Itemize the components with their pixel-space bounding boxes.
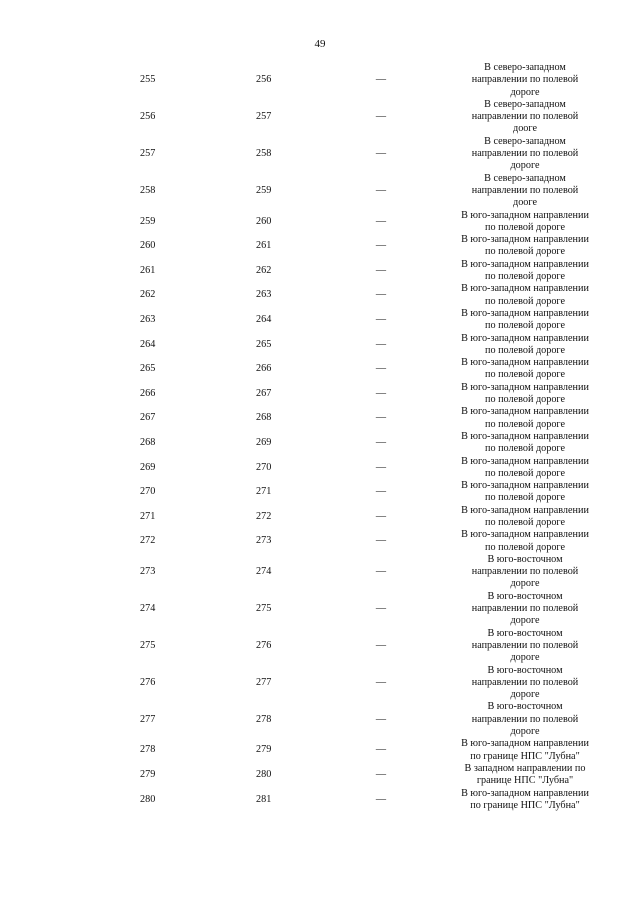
table-row: [0, 283, 640, 308]
table-row: [0, 99, 640, 136]
description-cell: [452, 173, 598, 210]
description-line: В западном направлении по: [464, 762, 586, 774]
description-line: дооге: [513, 197, 537, 209]
description-cell: [452, 259, 598, 284]
description-line: по границе НПС "Лубна": [470, 799, 580, 811]
dash-cell: —: [375, 240, 387, 252]
description-cell: [452, 382, 598, 407]
point-to-cell: 259: [256, 184, 272, 196]
description-line: по полевой дороге: [485, 394, 565, 406]
description-cell: [452, 283, 598, 308]
description-line: В северо-западном: [484, 172, 566, 184]
dash-cell: —: [375, 510, 387, 522]
description-line: В юго-западном направлении: [461, 430, 589, 442]
table-row: [0, 406, 640, 431]
description-line: направлении по полевой: [471, 676, 579, 688]
table-row: [0, 431, 640, 456]
dash-cell: —: [375, 264, 387, 276]
description-line: границе НПС "Лубна": [476, 775, 574, 787]
point-to-cell: 271: [256, 486, 272, 498]
description-cell: [452, 529, 598, 554]
table-row: [0, 357, 640, 382]
description-line: В юго-западном направлении: [461, 381, 589, 393]
table-row: [0, 738, 640, 763]
description-cell: [452, 628, 598, 665]
description-cell: [452, 234, 598, 259]
description-line: дороге: [510, 615, 540, 627]
table-row: [0, 234, 640, 259]
table-row: [0, 173, 640, 210]
description-line: дороге: [510, 578, 540, 590]
description-line: дороге: [510, 726, 540, 738]
table-row: [0, 456, 640, 481]
description-cell: [452, 554, 598, 591]
description-line: по полевой дороге: [485, 221, 565, 233]
description-line: дороге: [510, 86, 540, 98]
dash-cell: —: [375, 486, 387, 498]
description-line: по полевой дороге: [485, 516, 565, 528]
point-from-cell: 272: [140, 535, 156, 547]
point-from-cell: 256: [140, 111, 156, 123]
dash-cell: —: [375, 713, 387, 725]
point-to-cell: 268: [256, 412, 272, 424]
dash-cell: —: [375, 387, 387, 399]
point-to-cell: 276: [256, 639, 272, 651]
dash-cell: —: [375, 535, 387, 547]
point-to-cell: 270: [256, 461, 272, 473]
description-line: направлении по полевой: [471, 111, 579, 123]
dash-cell: —: [375, 289, 387, 301]
dash-cell: —: [375, 566, 387, 578]
dash-cell: —: [375, 639, 387, 651]
description-line: В юго-западном направлении: [461, 406, 589, 418]
description-line: В северо-западном: [484, 62, 566, 73]
description-line: направлении по полевой: [471, 639, 579, 651]
description-line: по полевой дороге: [485, 418, 565, 430]
table-row: [0, 480, 640, 505]
point-to-cell: 274: [256, 566, 272, 578]
description-line: по границе НПС "Лубна": [470, 750, 580, 762]
point-from-cell: 259: [140, 215, 156, 227]
description-cell: [452, 591, 598, 628]
description-line: по полевой дороге: [485, 320, 565, 332]
description-line: В юго-западном направлении: [461, 787, 589, 799]
point-to-cell: 256: [256, 74, 272, 86]
description-line: дороге: [510, 160, 540, 172]
description-cell: [452, 136, 598, 173]
dash-cell: —: [375, 603, 387, 615]
point-from-cell: 258: [140, 184, 156, 196]
description-line: В юго-восточном: [487, 590, 563, 602]
point-from-cell: 270: [140, 486, 156, 498]
point-to-cell: 279: [256, 744, 272, 756]
dash-cell: —: [375, 676, 387, 688]
description-line: дороге: [510, 689, 540, 701]
table-row: [0, 529, 640, 554]
point-to-cell: 280: [256, 769, 272, 781]
description-line: по полевой дороге: [485, 344, 565, 356]
description-line: В юго-западном направлении: [461, 455, 589, 467]
description-line: по полевой дороге: [485, 443, 565, 455]
point-to-cell: 258: [256, 148, 272, 160]
dash-cell: —: [375, 769, 387, 781]
point-from-cell: 277: [140, 713, 156, 725]
description-cell: [452, 210, 598, 235]
dash-cell: —: [375, 437, 387, 449]
description-cell: [452, 431, 598, 456]
table-row: [0, 333, 640, 358]
description-line: дороге: [510, 652, 540, 664]
description-cell: [452, 480, 598, 505]
point-from-cell: 265: [140, 363, 156, 375]
point-to-cell: 275: [256, 603, 272, 615]
dash-cell: —: [375, 793, 387, 805]
point-from-cell: 257: [140, 148, 156, 160]
description-line: В юго-западном направлении: [461, 307, 589, 319]
description-line: направлении по полевой: [471, 184, 579, 196]
table-row: [0, 763, 640, 788]
point-to-cell: 272: [256, 510, 272, 522]
description-cell: [452, 62, 598, 99]
point-from-cell: 273: [140, 566, 156, 578]
description-line: дооге: [513, 123, 537, 135]
description-cell: [452, 357, 598, 382]
description-line: направлении по полевой: [471, 74, 579, 86]
point-from-cell: 262: [140, 289, 156, 301]
point-from-cell: 280: [140, 793, 156, 805]
point-to-cell: 257: [256, 111, 272, 123]
description-line: В юго-западном направлении: [461, 529, 589, 541]
description-line: В юго-восточном: [487, 701, 563, 713]
point-from-cell: 279: [140, 769, 156, 781]
point-to-cell: 261: [256, 240, 272, 252]
description-line: В северо-западном: [484, 135, 566, 147]
description-cell: [452, 738, 598, 763]
description-cell: [452, 701, 598, 738]
description-line: по полевой дороге: [485, 246, 565, 258]
point-from-cell: 261: [140, 264, 156, 276]
description-cell: [452, 333, 598, 358]
table-row: [0, 628, 640, 665]
point-from-cell: 260: [140, 240, 156, 252]
description-line: по полевой дороге: [485, 271, 565, 283]
description-line: В юго-восточном: [487, 627, 563, 639]
dash-cell: —: [375, 461, 387, 473]
description-line: В северо-западном: [484, 98, 566, 110]
point-to-cell: 278: [256, 713, 272, 725]
dash-cell: —: [375, 744, 387, 756]
description-line: В юго-западном направлении: [461, 209, 589, 221]
table-row: [0, 591, 640, 628]
description-line: по полевой дороге: [485, 541, 565, 553]
dash-cell: —: [375, 148, 387, 160]
description-cell: [452, 505, 598, 530]
description-line: по полевой дороге: [485, 467, 565, 479]
point-to-cell: 281: [256, 793, 272, 805]
table-row: [0, 554, 640, 591]
point-to-cell: 277: [256, 676, 272, 688]
description-cell: [452, 406, 598, 431]
point-from-cell: 278: [140, 744, 156, 756]
description-line: направлении по полевой: [471, 713, 579, 725]
point-to-cell: 260: [256, 215, 272, 227]
dash-cell: —: [375, 215, 387, 227]
description-cell: [452, 763, 598, 788]
point-from-cell: 255: [140, 74, 156, 86]
point-to-cell: 264: [256, 314, 272, 326]
point-to-cell: 269: [256, 437, 272, 449]
description-cell: [452, 308, 598, 333]
description-line: направлении по полевой: [471, 566, 579, 578]
dash-cell: —: [375, 363, 387, 375]
table-row: [0, 136, 640, 173]
table-row: [0, 701, 640, 738]
description-cell: [452, 99, 598, 136]
point-to-cell: 265: [256, 338, 272, 350]
point-from-cell: 275: [140, 639, 156, 651]
point-from-cell: 264: [140, 338, 156, 350]
description-line: В юго-восточном: [487, 553, 563, 565]
dash-cell: —: [375, 412, 387, 424]
table-row: [0, 62, 640, 99]
description-line: В юго-западном направлении: [461, 283, 589, 295]
description-line: В юго-западном направлении: [461, 738, 589, 750]
point-from-cell: 269: [140, 461, 156, 473]
description-line: по полевой дороге: [485, 492, 565, 504]
description-line: направлении по полевой: [471, 603, 579, 615]
point-from-cell: 266: [140, 387, 156, 399]
dash-cell: —: [375, 74, 387, 86]
point-to-cell: 263: [256, 289, 272, 301]
table-row: [0, 788, 640, 813]
description-cell: [452, 665, 598, 702]
description-line: В юго-западном направлении: [461, 332, 589, 344]
description-line: В юго-западном направлении: [461, 258, 589, 270]
table-row: [0, 505, 640, 530]
page-number: 49: [314, 38, 326, 50]
description-cell: [452, 456, 598, 481]
point-from-cell: 274: [140, 603, 156, 615]
description-line: В юго-западном направлении: [461, 234, 589, 246]
description-line: В юго-западном направлении: [461, 504, 589, 516]
description-line: В юго-западном направлении: [461, 357, 589, 369]
point-to-cell: 267: [256, 387, 272, 399]
table-row: [0, 210, 640, 235]
description-line: по полевой дороге: [485, 295, 565, 307]
description-line: по полевой дороге: [485, 369, 565, 381]
table-row: [0, 382, 640, 407]
description-line: направлении по полевой: [471, 148, 579, 160]
point-to-cell: 266: [256, 363, 272, 375]
point-from-cell: 268: [140, 437, 156, 449]
description-line: В юго-западном направлении: [461, 480, 589, 492]
point-from-cell: 276: [140, 676, 156, 688]
point-to-cell: 262: [256, 264, 272, 276]
boundary-table: [0, 62, 640, 812]
point-to-cell: 273: [256, 535, 272, 547]
description-cell: [452, 788, 598, 813]
dash-cell: —: [375, 314, 387, 326]
dash-cell: —: [375, 184, 387, 196]
point-from-cell: 267: [140, 412, 156, 424]
point-from-cell: 263: [140, 314, 156, 326]
dash-cell: —: [375, 111, 387, 123]
table-row: [0, 308, 640, 333]
description-line: В юго-восточном: [487, 664, 563, 676]
table-row: [0, 665, 640, 702]
dash-cell: —: [375, 338, 387, 350]
table-row: [0, 259, 640, 284]
point-from-cell: 271: [140, 510, 156, 522]
